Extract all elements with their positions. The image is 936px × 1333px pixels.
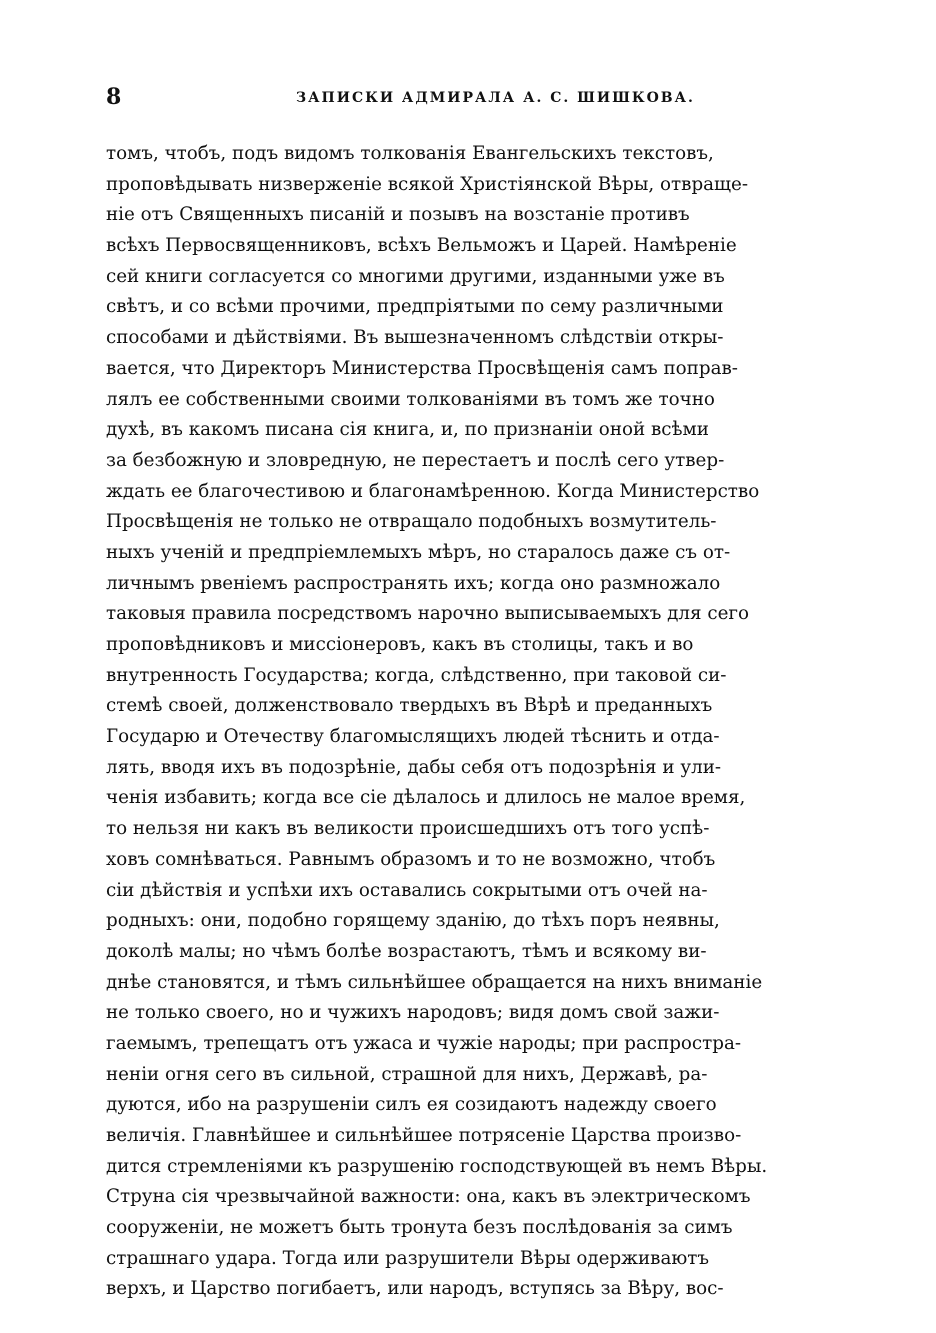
text-line: ніе отъ Священныхъ писаній и позывъ на возстаніе противъ [106, 204, 690, 226]
text-line: величія. Главнѣйшее и сильнѣйшее потрясеніе Царства произво- [106, 1125, 742, 1146]
text-line: ченія избавить; когда все сіе дѣлалось и длилось не малое время, [106, 787, 746, 809]
text-line: томъ, чтобъ, подъ видомъ толкованія Евангельскихъ текстовъ, [106, 143, 714, 164]
text-line: то нельзя ни какъ въ великости происшедшихъ отъ того успѣ- [106, 818, 710, 840]
text-line: верхъ, и Царство погибаетъ, или народъ, вступясь за Вѣру, вос- [106, 1278, 724, 1300]
text-line: доколѣ малы; но чѣмъ болѣе возрастаютъ, тѣмъ и всякому ви- [106, 940, 707, 962]
text-line: ныхъ ученій и предпріемлемыхъ мѣръ, но старалось даже съ от- [106, 541, 731, 563]
text-line: лять, вводя ихъ въ подозрѣніе, дабы себя отъ подозрѣнія и ули- [106, 756, 722, 778]
text-line: дуются, ибо на разрушеніи силъ ея созидаютъ надежду своего [106, 1094, 717, 1116]
text-line: вается, что Директоръ Министерства Просвѣщенія самъ поправ- [106, 357, 738, 379]
text-line: способами и дѣйствіями. Въ вышезначенномъ слѣдствіи откры- [106, 327, 724, 349]
text-line: лялъ ее собственными своими толкованіями въ томъ же точно [106, 388, 715, 410]
running-head: ЗАПИСКИ АДМИРАЛА А. С. ШИШКОВА. [296, 90, 695, 106]
text-line: ждать ее благочестивою и благонамѣренною. Когда Министерство [106, 480, 760, 502]
text-line: родныхъ: они, подобно горящему зданію, до тѣхъ поръ неявны, [106, 910, 720, 932]
text-line: Просвѣщенія не только не отвращало подобныхъ возмутитель- [106, 511, 717, 533]
text-line: свѣтъ, и со всѣми прочими, предпріятыми по сему различными [106, 296, 724, 318]
text-line: личнымъ рвеніемъ распространять ихъ; когда оно размножало [106, 572, 721, 594]
text-line: духѣ, въ какомъ писана сія книга, и, по признаніи оной всѣми [106, 419, 709, 441]
text-line: гаемымъ, трепещатъ отъ ужаса и чужіе народы; при распростра- [106, 1032, 742, 1054]
text-line: таковыя правила посредствомъ нарочно выписываемыхъ для сего [106, 603, 750, 625]
text-line: не только своего, но и чужихъ народовъ; видя домъ свой зажи- [106, 1002, 720, 1024]
body-text [106, 139, 837, 1305]
text-line: внутренность Государства; когда, слѣдственно, при таковой си- [106, 664, 727, 686]
text-line: сіи дѣйствія и успѣхи ихъ оставались сокрытыми отъ очей на- [106, 879, 708, 901]
text-line: днѣе становятся, и тѣмъ сильнѣйшее обращается на нихъ вниманіе [106, 971, 763, 993]
text-line: неніи огня сего въ сильной, страшной для нихъ, Державѣ, ра- [106, 1063, 708, 1085]
text-line: всѣхъ Первосвященниковъ, всѣхъ Вельможъ и Царей. Намѣреніе [106, 235, 737, 257]
text-line: проповѣдывать низверженіе всякой Христіянской Вѣры, отвраще- [106, 173, 749, 195]
text-line: ховъ сомнѣваться. Равнымъ образомъ и то не возможно, чтобъ [106, 848, 716, 870]
text-line: дится стремленіями къ разрушенію господствующей въ немъ Вѣры. [106, 1155, 768, 1177]
text-line: страшнаго удара. Тогда или разрушители Вѣры одерживаютъ [106, 1247, 710, 1269]
text-line: сей книги согласуется со многими другими, изданными уже въ [106, 265, 725, 287]
text-line: сооруженіи, не можетъ быть тронута безъ послѣдованія за симъ [106, 1217, 733, 1239]
text-line: Государю и Отечеству благомыслящихъ людей тѣснить и отда- [106, 726, 720, 748]
page-number: 8 [106, 84, 122, 110]
text-line: проповѣдниковъ и миссіонеровъ, какъ въ столицы, такъ и во [106, 634, 694, 655]
text-line: за безбожную и зловредную, не перестаетъ и послѣ сего утвер- [106, 449, 725, 471]
text-line: стемѣ своей, долженствовало твердыхъ въ Вѣрѣ и преданныхъ [106, 695, 713, 717]
text-line: Струна сія чрезвычайной важности: она, какъ въ электрическомъ [106, 1186, 751, 1208]
